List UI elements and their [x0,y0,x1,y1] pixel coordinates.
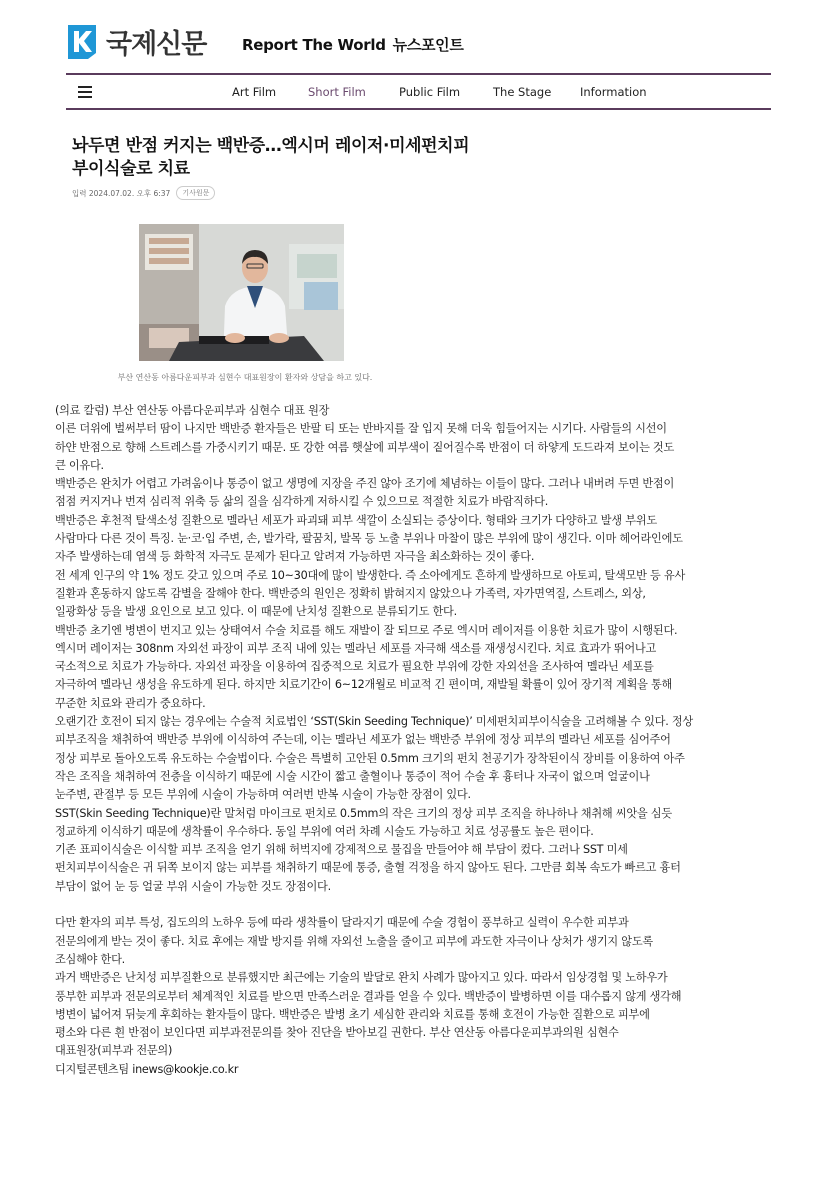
body-line: 국소적으로 치료가 가능하다. 자외선 파장을 이용하여 집중적으로 치료가 필요한 부위에 강한 자외선을 조사하여 멜라닌 세포를 [55,660,654,674]
site-header [66,20,771,64]
nav-information[interactable]: Information [580,85,647,99]
logo-k-icon [66,23,98,61]
article-title-line: 부이식술로 치료 [72,159,190,179]
article-photo [139,224,344,361]
site-logo[interactable] [66,22,206,61]
photo-caption: 부산 연산동 아름다운피부과 심현수 대표원장이 환자와 상담을 하고 있다. [117,373,373,382]
body-line: 정교하게 이식하기 때문에 생착률이 우수하다. 동일 부위에 여러 차례 시술도 가능하고 치료 성공률도 높은 편이다. [55,824,594,838]
body-line: 정상 피부로 돌아오도록 유도하는 수술법이다. 수술은 특별히 고안된 0.5mm 크기의 펀치 천공기가 장착된이식 장비를 이용하여 아주 [55,751,685,765]
nav-art-film[interactable]: Art Film [232,85,277,99]
body-line: 부담이 없어 눈 등 얼굴 부위 시술이 가능한 것도 장점이다. [55,879,331,893]
paragraph-gap [55,896,785,914]
body-line: 펀치피부이식술은 귀 뒤쪽 보이지 않는 피부를 채취하기 때문에 통증, 출혈 걱정을 하지 않아도 된다. 그만큼 회복 속도가 빠르고 흉터 [55,861,681,875]
body-line: 백반증은 후천적 탈색소성 질환으로 멜라닌 세포가 파괴돼 피부 색깔이 소실되는 증상이다. 형태와 크기가 다양하고 발생 부위도 [55,513,657,527]
article-meta [72,186,215,200]
body-line: 꾸준한 치료와 관리가 중요하다. [55,696,206,710]
body-line: 백반증 초기엔 병변이 번지고 있는 상태여서 수술 치료를 해도 재발이 잘 되므로 주로 엑시머 레이저를 이용한 치료가 많이 시행된다. [55,623,678,637]
nav-bottom-rule [66,108,771,110]
body-line: 병변이 넓어져 뒤늦게 후회하는 환자들이 많다. 백반증은 발병 초기 세심한 관리와 치료를 통해 호전이 가능한 질환으로 피부에 [55,1007,650,1021]
body-line: 작은 조직을 채취하여 전층을 이식하기 때문에 시술 시간이 짧고 출혈이나 통증이 적어 수술 후 흉터나 자국이 없으며 얼굴이나 [55,769,650,783]
body-line: 큰 이유다. [55,458,104,472]
logo-text: 국제신문 [106,29,207,60]
body-line: 점점 커지거나 번져 심리적 위축 등 삶의 질을 심각하게 저하시킬 수 있으므로 적절한 치료가 바람직하다. [55,495,548,509]
article-body [55,402,785,1079]
article-date: 입력 2024.07.02. 오후 6:37 [72,188,171,198]
main-nav [66,75,771,108]
body-line: 전 세계 인구의 약 1% 정도 갖고 있으며 주로 10~30대에 많이 발생한다. 즉 소아에게도 흔하게 발생하므로 아토피, 탈색모반 등 유사 [55,568,686,582]
nav-short-film[interactable]: Short Film [308,85,366,99]
menu-icon[interactable] [78,86,92,98]
body-line: 조심해야 한다. [55,952,125,966]
body-line: 기존 표피이식술은 이식할 피부 조직을 얻기 위해 허벅지에 강제적으로 물집을 만들어야 해 부담이 컸다. 그러나 SST 미세 [55,843,628,857]
tagline-en: Report The World [242,36,386,54]
body-line: 자극하여 멜라닌 생성을 유도하게 된다. 하지만 치료기간이 6~12개월로 비교적 긴 편이며, 재발될 확률이 있어 장기적 계획을 통해 [55,678,673,692]
nav-public-film[interactable]: Public Film [399,85,461,99]
body-line: 일광화상 등을 발생 요인으로 보고 있다. 이 때문에 난치성 질환으로 분류되기도 한다. [55,605,457,619]
body-line: 눈주변, 관절부 등 모든 부위에 시술이 가능하며 여러번 반복 시술이 가능한 장점이 있다. [55,788,471,802]
nav-the-stage[interactable]: The Stage [493,85,552,99]
body-line: 하얀 반점으로 향해 스트레스를 가중시키기 때문. 또 강한 여름 햇살에 피부색이 짙어질수록 반점이 더 하얗게 도드라져 보이는 것도 [55,440,675,454]
body-line: SST(Skin Seeding Technique)란 말처럼 마이크로 펀치로 0.5mm의 작은 크기의 정상 피부 조직을 하나하나 채취해 씨앗을 심듯 [55,806,672,820]
body-line: 디지털콘텐츠팀 inews@kookje.co.kr [55,1062,239,1076]
body-line: 과거 백반증은 난치성 피부질환으로 분류했지만 최근에는 기술의 발달로 완치 사례가 많아지고 있다. 따라서 임상경험 및 노하우가 [55,971,668,985]
body-line: 다만 환자의 피부 특성, 집도의의 노하우 등에 따라 생착률이 달라지기 때문에 수술 경험이 풍부하고 실력이 우수한 피부과 [55,916,629,930]
body-line: 대표원장(피부과 전문의) [55,1044,173,1058]
tagline-ko: 뉴스포인트 [392,36,464,54]
body-line: 이른 더위에 벌써부터 땀이 나지만 백반증 환자들은 반팔 티 또는 반바지를 잘 입지 못해 더욱 힘들어지는 시기다. 사람들의 시선이 [55,422,667,436]
body-line: 피부조직을 채취하여 백반증 부위에 이식하여 주는데, 이는 멜라닌 세포가 없는 백반증 부위에 정상 피부의 멜라닌 세포를 심어주어 [55,733,671,747]
body-line: 평소와 다른 흰 반점이 보인다면 피부과전문의를 찾아 진단을 받아보길 권한다. 부산 연산동 아름다운피부과의원 심현수 [55,1026,619,1040]
body-line: 사람마다 다른 것이 특징. 눈·코·입 주변, 손, 발가락, 팔꿈치, 발목 등 노출 부위나 마찰이 많은 부위에 많이 생긴다. 이마 헤어라인에도 [55,532,683,546]
body-line: 풍부한 피부과 전문의로부터 체계적인 치료를 받으면 만족스러운 결과를 얻을 수 있다. 백반증이 발병하면 이를 대수롭지 않게 생각해 [55,989,682,1003]
body-line: 오랜기간 호전이 되지 않는 경우에는 수술적 치료법인 ‘SST(Skin Seeding Technique)’ 미세펀치피부이식술을 고려해볼 수 있다. 정상 [55,715,693,729]
body-line: 백반증은 완치가 어렵고 가려움이나 통증이 없고 생명에 지장을 주진 않아 조기에 체념하는 이들이 많다. 그러나 내버려 두면 반점이 [55,477,675,491]
body-line: 엑시머 레이저는 308nm 자외선 파장이 피부 조직 내에 있는 멜라닌 세포를 자극해 색소를 재생성시킨다. 치료 효과가 뛰어나고 [55,641,657,655]
body-line: 전문의에게 받는 것이 좋다. 치료 후에는 재발 방지를 위해 자외선 노출을 줄이고 피부에 과도한 자극이나 상처가 생기지 않도록 [55,934,653,948]
original-article-button[interactable]: 기사원문 [176,186,215,200]
article-title [72,135,532,181]
tagline [242,34,464,55]
article-title-line: 놔두면 반점 커지는 백반증…엑시머 레이저·미세펀치피 [72,136,470,156]
body-line: (의료 칼럼) 부산 연산동 아름다운피부과 심현수 대표 원장 [55,404,330,417]
body-line: 질환과 혼동하지 않도록 감별을 잘해야 한다. 백반증의 원인은 정확히 밝혀지지 않았으나 가족력, 자가면역질, 스트레스, 외상, [55,586,646,600]
body-line: 자주 발생하는데 염색 등 화학적 자극도 문제가 된다고 알려져 가능하면 자극을 최소화하는 것이 좋다. [55,550,535,564]
